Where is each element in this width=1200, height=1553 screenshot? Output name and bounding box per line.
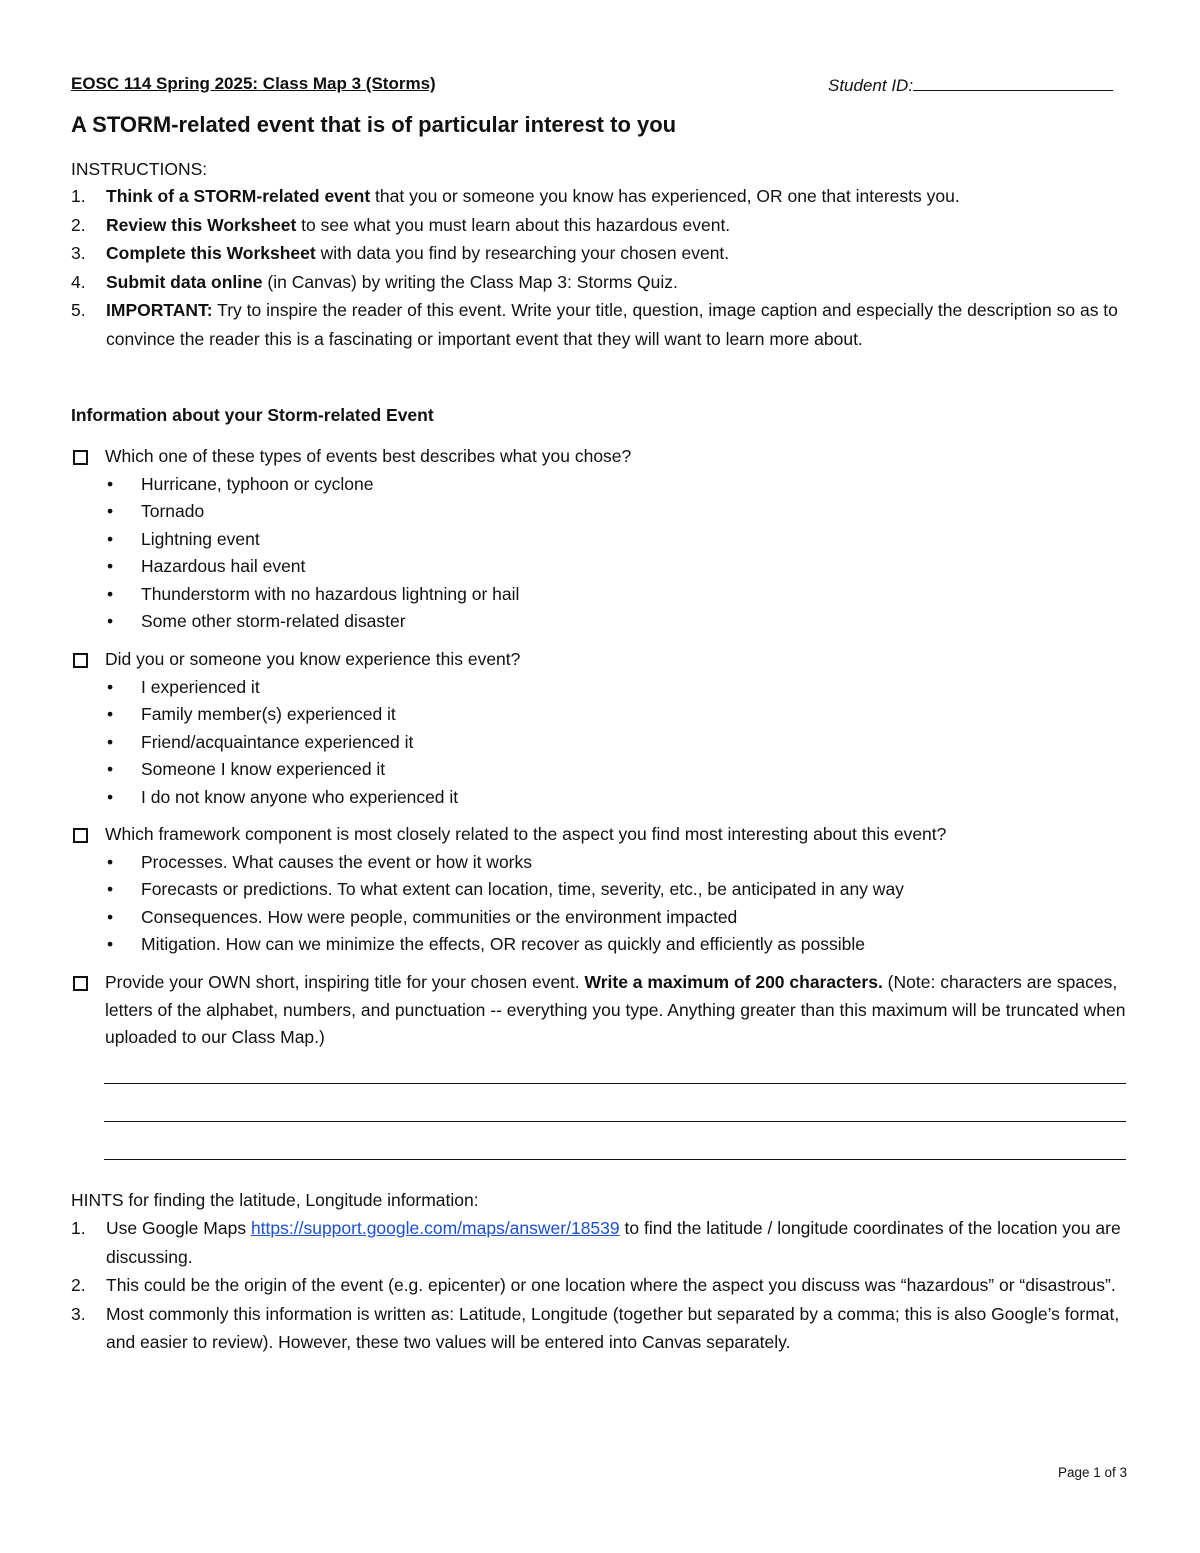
student-id-field[interactable] [828, 74, 1113, 96]
hints-list [71, 1214, 1131, 1357]
hint-item: 1. Use Google Maps https://support.google.com/maps/answer/18539 to find the latitude / longitude coordinates of the location you are discussing. [71, 1218, 1121, 1267]
list-item: • Consequences. How were people, communities or the environment impacted [107, 906, 738, 927]
list-item: • Forecasts or predictions. To what extent can location, time, severity, etc., be anticipated in any way [107, 879, 904, 899]
list-item: • Tornado [107, 501, 205, 521]
list-item: • Lightning event [107, 528, 260, 549]
question-event-type: Which one of these types of events best describes what you chose? • Hurricane, typhoon or cyclone • Tornado • Lightning event • Hazardous hail event • Thunderstorm with no hazardous lightning or hail • Some other storm-related disaster [71, 443, 1131, 636]
instruction-item: 3. Complete this Worksheet with data you find by researching your chosen event. [71, 243, 730, 263]
instructions-list [71, 182, 1131, 353]
list-item: • Friend/acquaintance experienced it [107, 731, 414, 752]
hint-item: 2. This could be the origin of the event (e.g. epicenter) or one location where the aspect you discuss was “hazardous” or “disastrous”. [71, 1275, 1116, 1295]
instruction-item: 1. Think of a STORM-related event that you or someone you know has experienced, OR one that interests you. [71, 186, 960, 206]
list-item: • Hazardous hail event [107, 556, 306, 576]
instructions-label: INSTRUCTIONS: [71, 159, 208, 179]
list-item: • Thunderstorm with no hazardous lightning or hail [107, 583, 520, 604]
course-header: EOSC 114 Spring 2025: Class Map 3 (Storms) [71, 74, 436, 93]
answer-line[interactable] [104, 1083, 1126, 1084]
instruction-item: 2. Review this Worksheet to see what you must learn about this hazardous event. [71, 214, 731, 235]
checkbox[interactable] [73, 976, 88, 991]
question-framework: Which framework component is most closely related to the aspect you find most interesting about this event? • Processes. What causes the event or how it works • Forecasts or predictions. To what extent can location, time, severity, etc., be anticipated in any way • Consequences. How were people, communities or the environment impacted • Mitigation. How can we minimize the effects, OR recover as quickly and efficiently as possible [71, 821, 1131, 959]
page-title: A STORM-related event that is of particular interest to you [71, 112, 677, 137]
instruction-item: 4. Submit data online (in Canvas) by writing the Class Map 3: Storms Quiz. [71, 271, 678, 292]
google-maps-link[interactable]: https://support.google.com/maps/answer/18539 [250, 1218, 620, 1238]
list-item: • Some other storm-related disaster [107, 611, 406, 631]
instruction-item: 5. IMPORTANT: Try to inspire the reader of this event. Write your title, question, image caption and especially the description so as to convince the reader this is a fascinating or important event that they will want to learn more about. [71, 300, 1118, 349]
answer-line[interactable] [104, 1121, 1126, 1122]
student-id-label: Student ID: [828, 76, 914, 95]
page-number: Page 1 of 3 [1058, 1465, 1128, 1480]
answer-line[interactable] [104, 1159, 1126, 1160]
question-title: Provide your OWN short, inspiring title for your chosen event. Write a maximum of 200 characters. (Note: characters are spaces, letters of the alphabet, numbers, and punctuation -- everything you type. Anything greater than this maximum will be truncated when uploaded to our Class Map.) [71, 969, 1131, 1052]
list-item: • Hurricane, typhoon or cyclone [107, 473, 374, 494]
checkbox[interactable] [73, 450, 88, 465]
hint-item: 3. Most commonly this information is written as: Latitude, Longitude (together but separated by a comma; this is also Google’s format, and easier to review). However, these two values will be entered into Canvas separately. [71, 1303, 1120, 1352]
hints-label: HINTS for finding the latitude, Longitude information: [71, 1190, 479, 1210]
list-item: • I do not know anyone who experienced it [107, 786, 459, 807]
list-item: • Someone I know experienced it [107, 759, 386, 779]
student-id-blank[interactable] [913, 74, 1113, 91]
list-item: • I experienced it [107, 676, 260, 697]
list-item: • Processes. What causes the event or how it works [107, 851, 532, 872]
checkbox[interactable] [73, 653, 88, 668]
list-item: • Mitigation. How can we minimize the effects, OR recover as quickly and efficiently as possible [107, 934, 865, 954]
checkbox[interactable] [73, 828, 88, 843]
list-item: • Family member(s) experienced it [107, 704, 396, 724]
question-experience: Did you or someone you know experience this event? • I experienced it • Family member(s) experienced it • Friend/acquaintance experienced it • Someone I know experienced it • I do not know anyone who experienced it [71, 646, 1131, 811]
section-title: Information about your Storm-related Event [71, 405, 434, 425]
